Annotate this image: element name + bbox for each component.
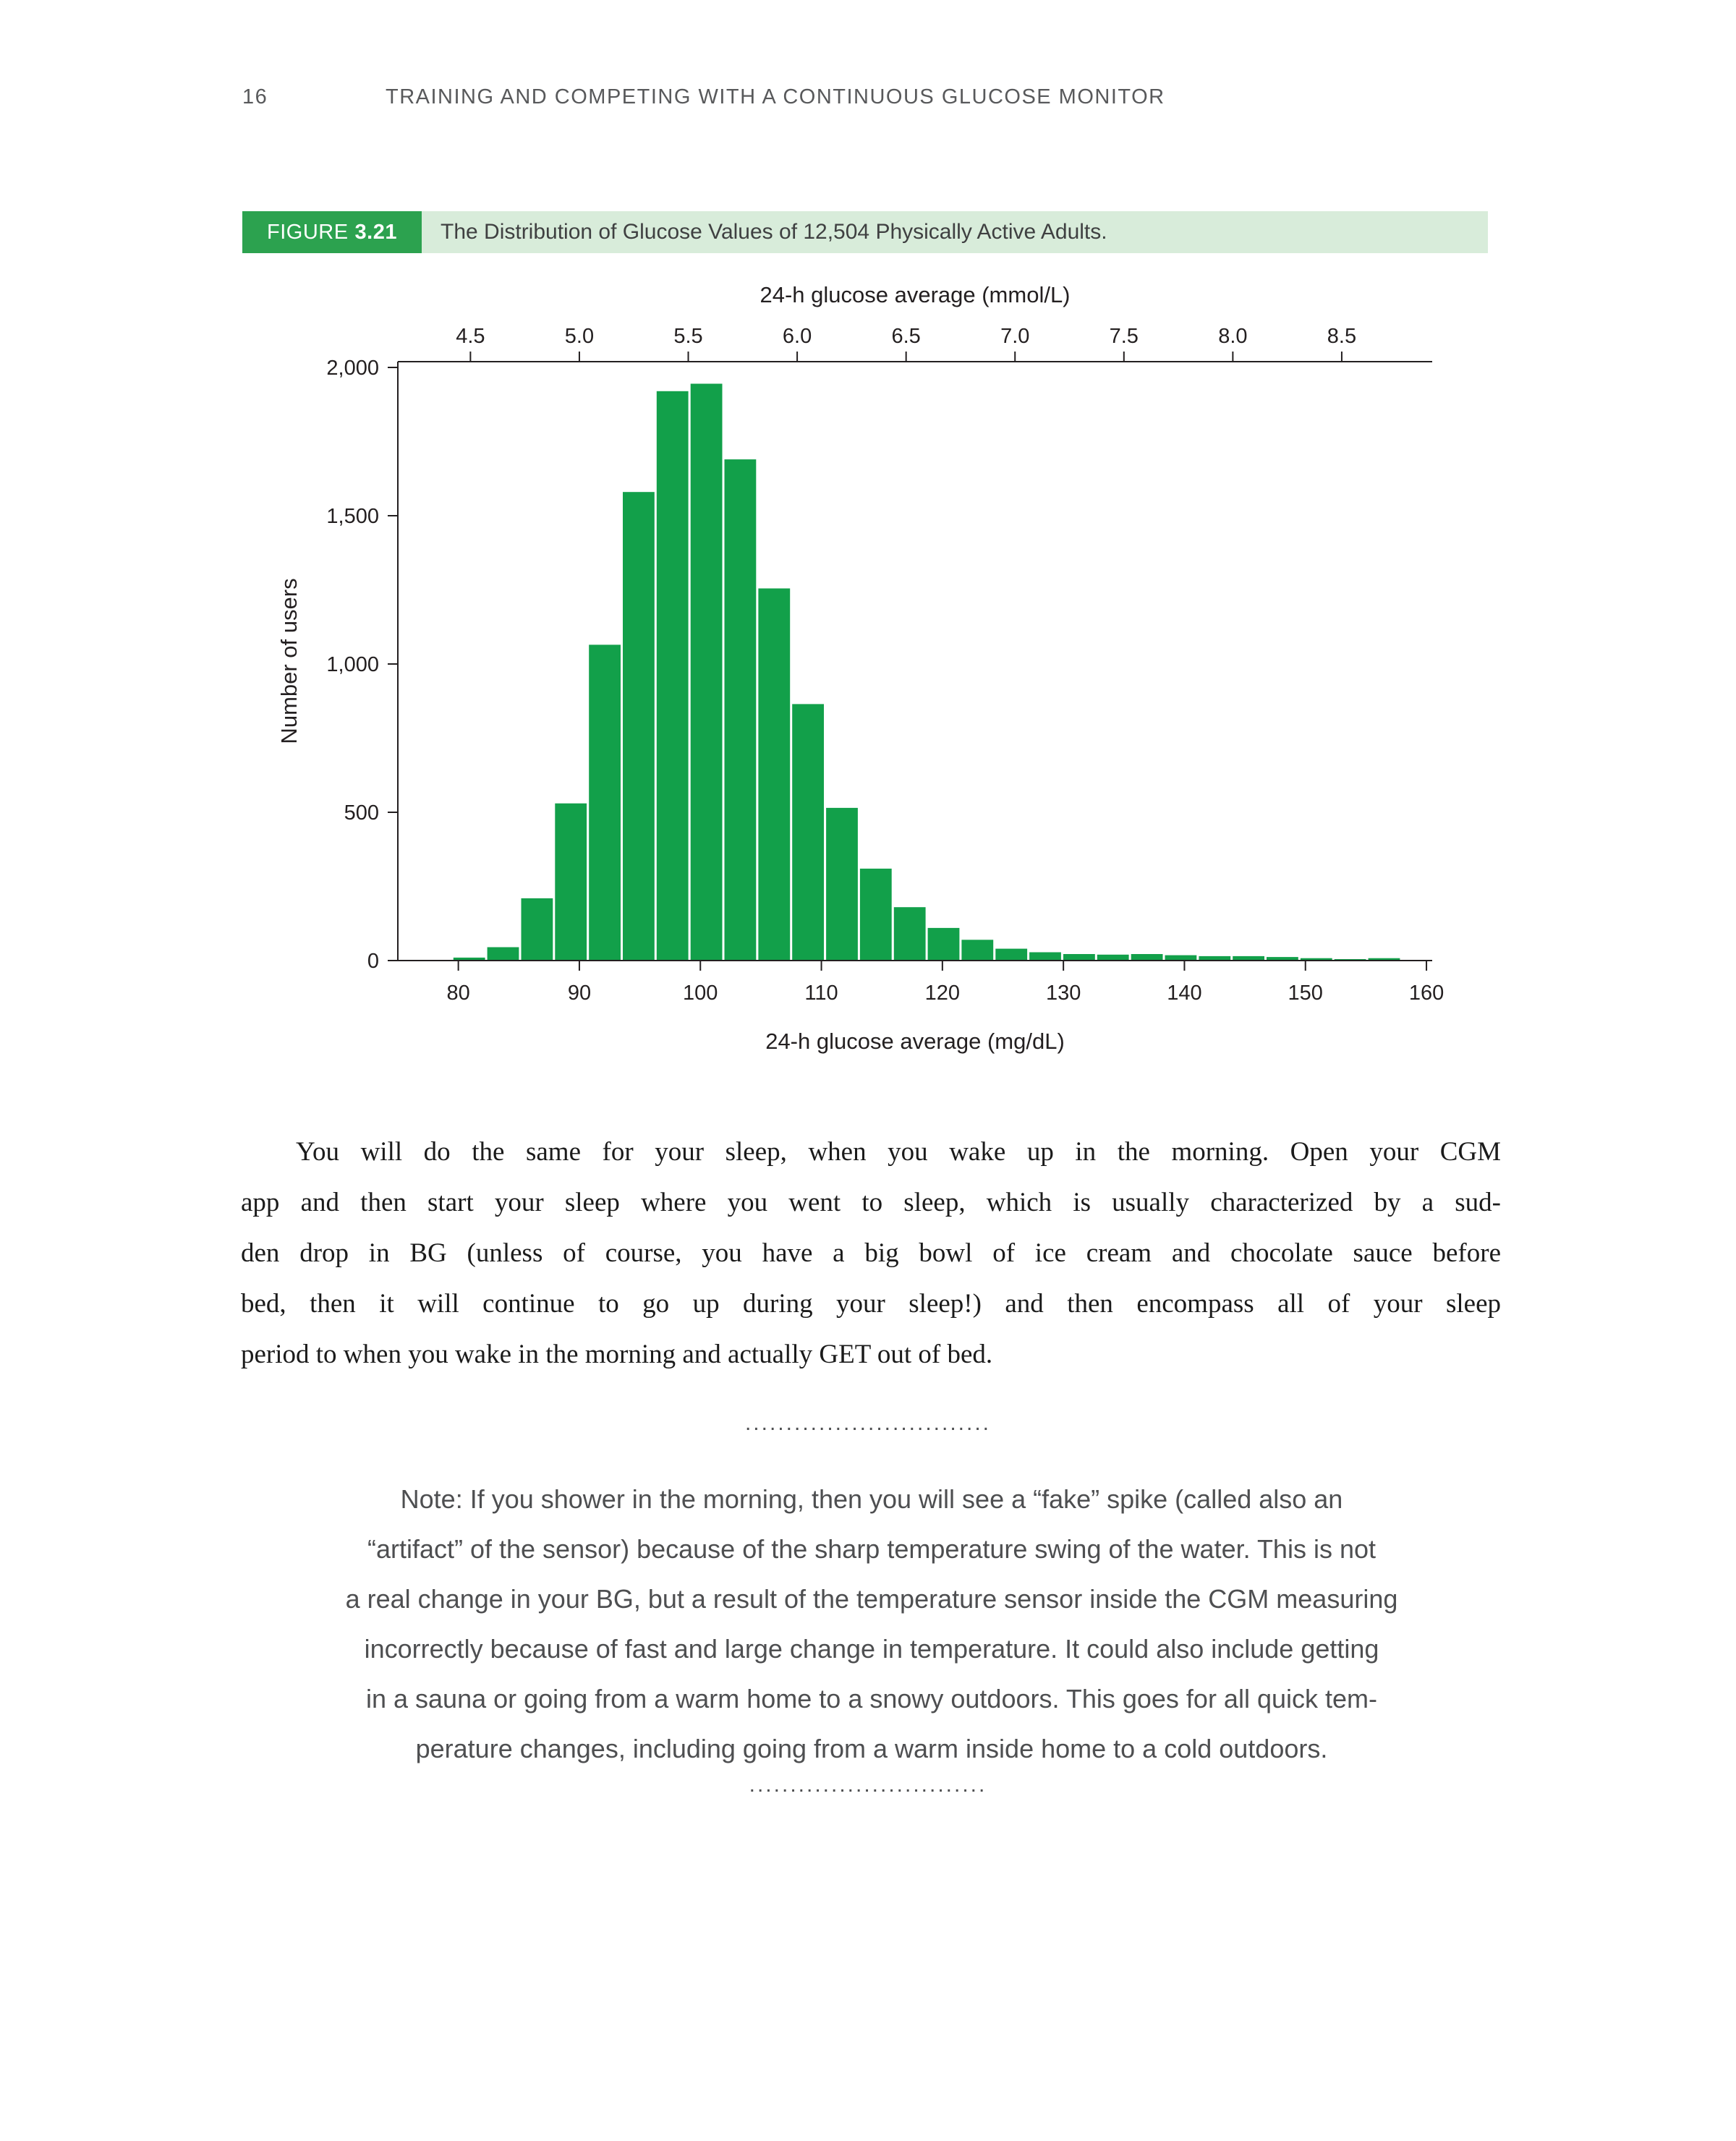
histogram-bar [1097,955,1129,961]
histogram-bar [725,459,757,961]
histogram-bar [826,808,858,961]
histogram-bar [623,492,655,961]
histogram-bar [995,949,1027,961]
figure-caption: The Distribution of Glucose Values of 12,504 Physically Active Adults. [422,211,1488,253]
histogram-bar [860,869,892,961]
histogram-bar [691,384,723,961]
histogram-bar [792,704,824,961]
x-tick-label: 160 [1408,982,1444,1005]
figure-header [242,211,1488,253]
histogram-bar [1165,955,1197,961]
note-block [242,1474,1501,1774]
glucose-distribution-histogram [246,273,1490,1076]
histogram-bar [657,391,689,961]
note-line: in a sauna or going from a warm home to a snowy outdoors. This goes for all quick tem- [365,1684,1377,1714]
histogram-bar [928,928,960,961]
figure-label-prefix: FIGURE [266,220,349,244]
note-line: incorrectly because of fast and large change in temperature. It could also include getting [364,1634,1379,1664]
histogram-bar [1029,953,1061,961]
top-tick-label: 5.0 [564,325,595,348]
running-header [242,85,1519,114]
figure-label-number: 3.21 [354,220,397,244]
body-paragraph [241,1127,1501,1380]
histogram-bar [589,644,621,961]
page-number: 16 [242,85,268,108]
top-tick-label: 6.5 [891,325,921,348]
histogram-bar [555,804,587,961]
note-line: perature changes, including going from a warm inside home to a cold outdoors. [415,1734,1328,1763]
body-line: bed, then it will continue to go up during your sleep!) and then encompass all of your sleep [241,1289,1501,1319]
histogram-bar [522,898,553,961]
note-line: “artifact” of the sensor) because of the sharp temperature swing of the water. This is not [367,1534,1377,1564]
dotted-divider: ............................. [749,1773,987,1797]
histogram-bar [758,589,790,961]
y-tick-label: 1,000 [326,653,379,676]
x-axis-title: 24-h glucose average (mg/dL) [765,1029,1065,1054]
note-line: a real change in your BG, but a result of the temperature sensor inside the CGM measuring [345,1584,1398,1614]
y-tick-label: 2,000 [326,357,379,380]
x-tick-label: 100 [683,982,718,1005]
histogram-bar [488,948,519,961]
x-tick-label: 80 [446,982,470,1005]
top-tick-label: 5.5 [673,325,703,348]
top-tick-label: 8.0 [1218,325,1248,348]
y-tick-label: 500 [344,801,379,825]
histogram-bar [1063,954,1095,961]
x-tick-label: 140 [1167,982,1202,1005]
body-line: You will do the same for your sleep, when you wake up in the morning. Open your CGM [296,1137,1501,1167]
x-tick-label: 150 [1288,982,1323,1005]
top-tick-label: 4.5 [456,325,485,348]
body-line: app and then start your sleep where you went to sleep, which is usually characterized by a sud- [241,1188,1501,1217]
y-tick-label: 0 [367,950,379,973]
top-tick-label: 8.5 [1327,325,1357,348]
x-tick-label: 110 [804,982,838,1005]
top-tick-label: 6.0 [782,325,812,348]
note-line: Note: If you shower in the morning, then you will see a “fake” spike (called also an [400,1484,1343,1514]
x-tick-label: 90 [567,982,592,1005]
top-axis-title: 24-h glucose average (mmol/L) [760,282,1071,307]
histogram-bar [1131,954,1163,961]
y-tick-label: 1,500 [326,505,379,528]
dotted-divider: .............................. [744,1411,992,1435]
x-tick-label: 120 [924,982,961,1005]
histogram-bar [961,940,993,961]
top-tick-label: 7.0 [1000,325,1030,348]
y-axis-title: Number of users [276,578,302,744]
histogram-bar [894,907,926,961]
body-line: den drop in BG (unless of course, you have a big bowl of ice cream and chocolate sauce before [241,1238,1501,1268]
x-tick-label: 130 [1045,982,1081,1005]
body-line: period to when you wake in the morning and actually GET out of bed. [241,1340,993,1369]
running-header-title: TRAINING AND COMPETING WITH A CONTINUOUS GLUCOSE MONITOR [386,85,1165,108]
top-tick-label: 7.5 [1109,325,1139,348]
figure-label [242,211,422,253]
